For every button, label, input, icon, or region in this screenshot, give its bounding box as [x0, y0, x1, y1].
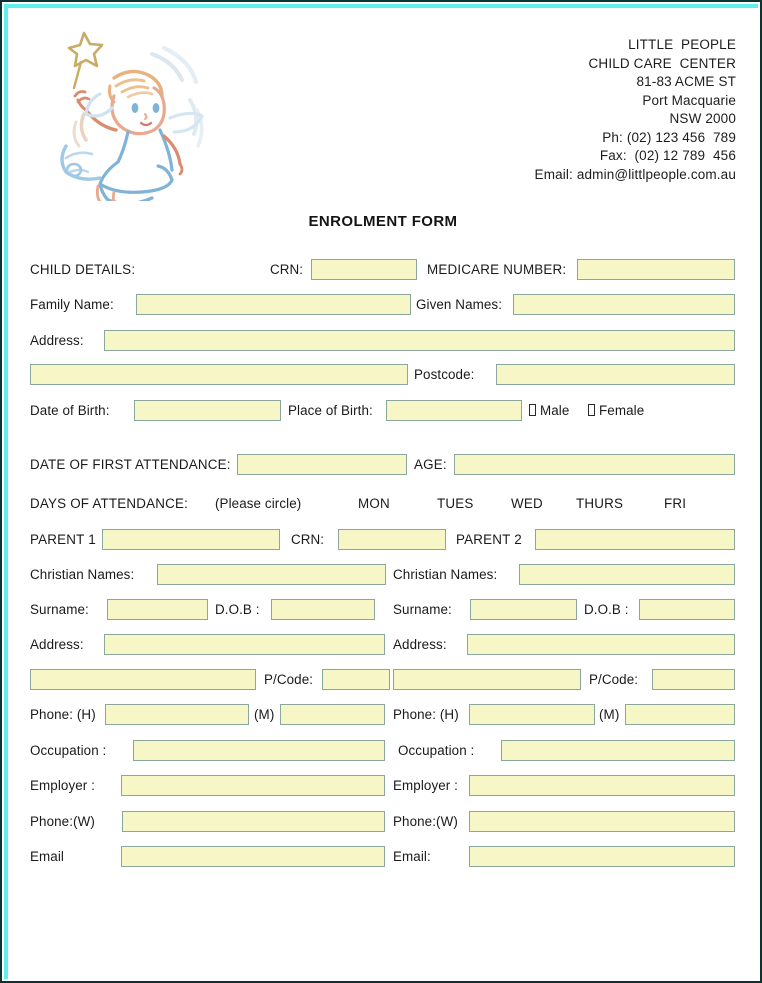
letterhead-email: Email: admin@littlpeople.com.au	[534, 166, 736, 182]
place-of-birth-label: Place of Birth:	[288, 403, 373, 418]
letterhead-line-2: CHILD CARE CENTER	[588, 55, 736, 71]
parent1-christian-names-input[interactable]	[157, 564, 386, 585]
parent2-address-line2-input[interactable]	[393, 669, 581, 690]
day-option-wed[interactable]: WED	[511, 496, 543, 511]
days-instruction: (Please circle)	[215, 496, 302, 511]
checkbox-icon-female[interactable]	[588, 404, 595, 416]
parent2-phone-work-input[interactable]	[469, 811, 735, 832]
checkbox-icon-male[interactable]	[529, 404, 536, 416]
parent1-employer-input[interactable]	[121, 775, 385, 796]
parent2-occupation-input[interactable]	[501, 740, 735, 761]
parent1-phone-mobile-input[interactable]	[280, 704, 385, 725]
parent1-occupation-label: Occupation :	[30, 743, 107, 758]
parent2-dob-input[interactable]	[639, 599, 735, 620]
parent1-pcode-input[interactable]	[322, 669, 390, 690]
parent1-address-line2-input[interactable]	[30, 669, 256, 690]
parent2-email-label: Email:	[393, 849, 431, 864]
letterhead-line-1: LITTLE PEOPLE	[628, 37, 736, 52]
parent1-dob-input[interactable]	[271, 599, 375, 620]
letterhead-phone: Ph: (02) 123 456 789	[602, 129, 736, 145]
letterhead-fax: Fax: (02) 12 789 456	[599, 148, 736, 163]
parent2-phone-label: Phone: (H)	[393, 707, 459, 722]
fairy-angel-logo	[40, 26, 210, 201]
child-postcode-input[interactable]	[496, 364, 735, 385]
parent1-address-label: Address:	[30, 637, 84, 652]
child-postcode-label: Postcode:	[414, 367, 475, 382]
letterhead-line-4: Port Macquarie	[642, 92, 736, 108]
child-dob-label: Date of Birth:	[30, 403, 110, 418]
first-attendance-input[interactable]	[237, 454, 407, 475]
parent1-pcode-label: P/Code:	[264, 672, 314, 687]
child-details-heading: CHILD DETAILS:	[30, 262, 136, 277]
given-names-input[interactable]	[513, 294, 735, 315]
letterhead-line-3: 81-83 ACME ST	[636, 74, 736, 89]
parent2-employer-label: Employer :	[393, 778, 458, 793]
child-address-label: Address:	[30, 333, 84, 348]
child-address-line2-input[interactable]	[30, 364, 408, 385]
parent1-name-input[interactable]	[102, 529, 280, 550]
day-option-fri[interactable]: FRI	[664, 496, 687, 511]
days-of-attendance-heading: DAYS OF ATTENDANCE:	[30, 496, 189, 511]
form-sheet	[8, 8, 758, 979]
parent2-phone-home-input[interactable]	[469, 704, 595, 725]
child-address-input[interactable]	[104, 330, 735, 351]
age-input[interactable]	[454, 454, 735, 475]
parent1-address-input[interactable]	[104, 634, 385, 655]
parent1-phone-work-label: Phone:(W)	[30, 814, 95, 829]
gender-female-option[interactable]	[588, 403, 644, 419]
gender-female-label: Female	[599, 403, 645, 418]
parent1-mobile-label: (M)	[254, 707, 275, 722]
parent1-employer-label: Employer :	[30, 778, 95, 793]
medicare-number-input[interactable]	[577, 259, 735, 280]
parent2-christian-names-label: Christian Names:	[393, 567, 498, 582]
family-name-label: Family Name:	[30, 297, 114, 312]
family-name-input[interactable]	[136, 294, 411, 315]
day-option-tues[interactable]: TUES	[437, 496, 474, 511]
parent2-phone-mobile-input[interactable]	[625, 704, 735, 725]
age-label: AGE:	[414, 457, 447, 472]
place-of-birth-input[interactable]	[386, 400, 522, 421]
parent2-pcode-label: P/Code:	[589, 672, 639, 687]
first-attendance-label: DATE OF FIRST ATTENDANCE:	[30, 457, 231, 472]
parent1-surname-label: Surname:	[30, 602, 89, 617]
parent1-email-input[interactable]	[121, 846, 385, 867]
medicare-number-label: MEDICARE NUMBER:	[427, 262, 567, 277]
parent1-phone-label: Phone: (H)	[30, 707, 96, 722]
gender-male-label: Male	[540, 403, 570, 418]
parent2-address-label: Address:	[393, 637, 447, 652]
parent1-phone-work-input[interactable]	[122, 811, 385, 832]
parent1-dob-label: D.O.B :	[215, 602, 260, 617]
parent1-occupation-input[interactable]	[133, 740, 385, 761]
parent1-crn-input[interactable]	[338, 529, 446, 550]
parent2-surname-input[interactable]	[470, 599, 577, 620]
parent2-christian-names-input[interactable]	[519, 564, 735, 585]
parent1-surname-input[interactable]	[107, 599, 208, 620]
parent2-phone-work-label: Phone:(W)	[393, 814, 458, 829]
parent2-occupation-label: Occupation :	[398, 743, 475, 758]
parent2-employer-input[interactable]	[469, 775, 735, 796]
parent2-email-input[interactable]	[469, 846, 735, 867]
given-names-label: Given Names:	[416, 297, 503, 312]
parent2-heading: PARENT 2	[456, 532, 522, 547]
letterhead-line-5: NSW 2000	[669, 111, 736, 126]
parent2-surname-label: Surname:	[393, 602, 452, 617]
parent1-christian-names-label: Christian Names:	[30, 567, 135, 582]
parent2-pcode-input[interactable]	[652, 669, 735, 690]
parent2-mobile-label: (M)	[599, 707, 620, 722]
letterhead	[535, 36, 736, 184]
day-option-mon[interactable]: MON	[358, 496, 390, 511]
parent2-dob-label: D.O.B :	[584, 602, 629, 617]
child-crn-label: CRN:	[270, 262, 304, 277]
parent1-email-label: Email	[30, 849, 64, 864]
parent1-phone-home-input[interactable]	[105, 704, 249, 725]
child-dob-input[interactable]	[134, 400, 281, 421]
gender-male-option[interactable]	[529, 403, 569, 419]
child-crn-input[interactable]	[311, 259, 417, 280]
parent2-name-input[interactable]	[535, 529, 735, 550]
page-title: ENROLMENT FORM	[308, 213, 458, 230]
parent2-address-input[interactable]	[467, 634, 735, 655]
day-option-thurs[interactable]: THURS	[576, 496, 624, 511]
parent1-heading: PARENT 1	[30, 532, 96, 547]
parent1-crn-label: CRN:	[291, 532, 325, 547]
